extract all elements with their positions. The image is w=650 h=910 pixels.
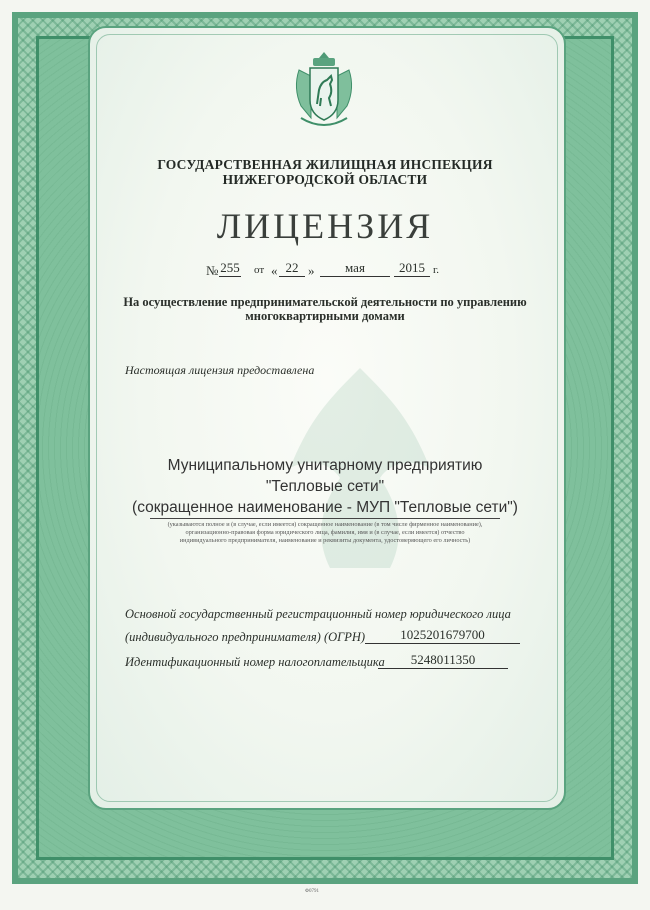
hint-line-3: индивидуального предпринимателя, наименование и реквизиты документа, удостоверяющего его личность) <box>179 537 471 544</box>
document-title: ЛИЦЕНЗИЯ <box>216 206 434 246</box>
granted-to-label: Настоящая лицензия предоставлена <box>125 363 315 377</box>
license-year: 2015 <box>394 260 430 277</box>
holder-line-3: (сокращенное наименование - МУП "Тепловые сети") <box>132 499 518 516</box>
blank-serial: Ф0791 <box>305 889 319 894</box>
license-month: мая <box>320 260 390 277</box>
license-number-and-date <box>200 260 460 282</box>
ogrn-label-line-2: (индивидуального предпринимателя) (ОГРН) <box>125 630 366 644</box>
license-holder <box>105 455 545 518</box>
authority-line-2: НИЖЕГОРОДСКОЙ ОБЛАСТИ <box>222 172 428 187</box>
ogrn-label-line-1: Основной государственный регистрационный номер юридического лица <box>125 607 511 621</box>
hint-line-1: (указываются полное и (в случае, если имеется) сокращенное наименование (в том числе фирменное наименование), <box>167 521 483 528</box>
holder-line-2: "Тепловые сети" <box>265 478 385 495</box>
date-from-label: от <box>254 264 265 276</box>
issuing-authority <box>130 157 520 187</box>
ogrn-value: 1025201679700 <box>365 627 520 644</box>
hint-line-2: организационно-правовая форма юридического лица, фамилия, имя и (в случае, если имеется) отчество <box>185 529 465 536</box>
license-purpose <box>110 295 540 323</box>
license-number: 255 <box>220 260 240 275</box>
license-paper <box>88 26 566 810</box>
quote-close: » <box>308 263 315 278</box>
inn-label: Идентификационный номер налогоплательщика <box>125 655 385 669</box>
number-sign: № <box>206 263 219 278</box>
quote-open: « <box>271 263 278 278</box>
coat-of-arms-icon <box>291 48 357 134</box>
license-day: 22 <box>279 260 305 277</box>
year-suffix: г. <box>433 264 440 276</box>
purpose-line-2: многоквартирными домами <box>245 309 405 323</box>
holder-line-1: Муниципальному унитарному предприятию <box>167 457 483 474</box>
purpose-line-1: На осуществление предпринимательской деятельности по управлению <box>123 295 527 309</box>
authority-line-1: ГОСУДАРСТВЕННАЯ ЖИЛИЩНАЯ ИНСПЕКЦИЯ <box>157 157 493 172</box>
inn-value: 5248011350 <box>378 652 508 669</box>
holder-field-hint <box>150 518 500 545</box>
